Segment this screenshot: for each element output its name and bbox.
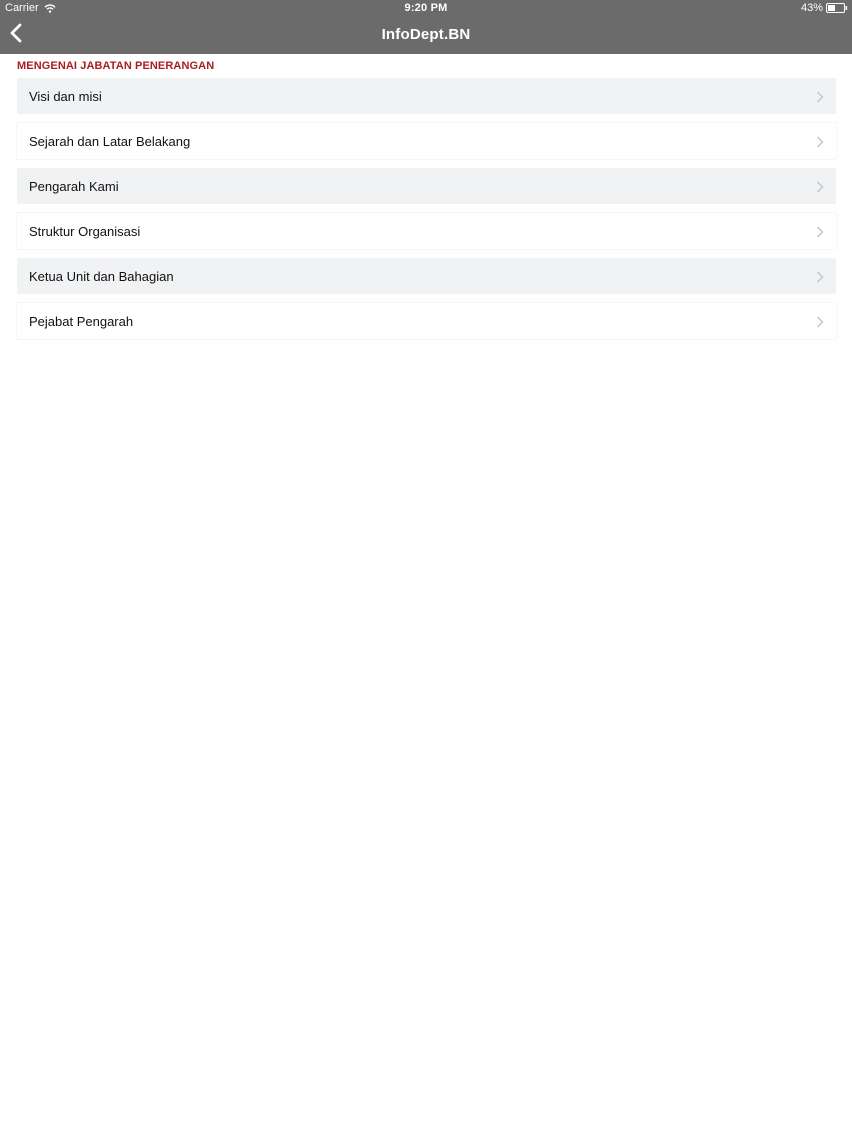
top-bar — [0, 0, 852, 54]
chevron-right-icon — [816, 270, 824, 282]
chevron-right-icon — [816, 135, 824, 147]
chevron-right-icon — [816, 180, 824, 192]
battery-percent: 43% — [800, 2, 823, 14]
list-item-sejarah[interactable] — [17, 123, 836, 159]
section-header: MENGENAI JABATAN PENERANGAN — [17, 60, 215, 72]
menu-list — [17, 78, 836, 348]
status-bar — [0, 0, 852, 17]
page-title: InfoDept.BN — [381, 26, 471, 43]
list-item-struktur-organisasi[interactable] — [17, 213, 836, 249]
list-item-label: Sejarah dan Latar Belakang — [29, 133, 191, 149]
carrier-label: Carrier — [5, 2, 39, 14]
list-item-pejabat-pengarah[interactable] — [17, 303, 836, 339]
nav-bar — [0, 17, 852, 54]
status-time: 9:20 PM — [404, 2, 448, 14]
list-item-pengarah-kami[interactable] — [17, 168, 836, 204]
list-item-label: Struktur Organisasi — [29, 223, 141, 239]
list-item-visi-dan-misi[interactable] — [17, 78, 836, 114]
list-item-ketua-unit[interactable] — [17, 258, 836, 294]
list-item-label: Pejabat Pengarah — [29, 313, 134, 329]
battery-icon — [826, 3, 848, 13]
chevron-right-icon — [816, 315, 824, 327]
list-item-label: Ketua Unit dan Bahagian — [29, 268, 174, 284]
list-item-label: Visi dan misi — [29, 88, 102, 104]
chevron-right-icon — [816, 225, 824, 237]
chevron-right-icon — [816, 90, 824, 102]
status-right — [801, 2, 848, 14]
list-item-label: Pengarah Kami — [29, 178, 119, 194]
